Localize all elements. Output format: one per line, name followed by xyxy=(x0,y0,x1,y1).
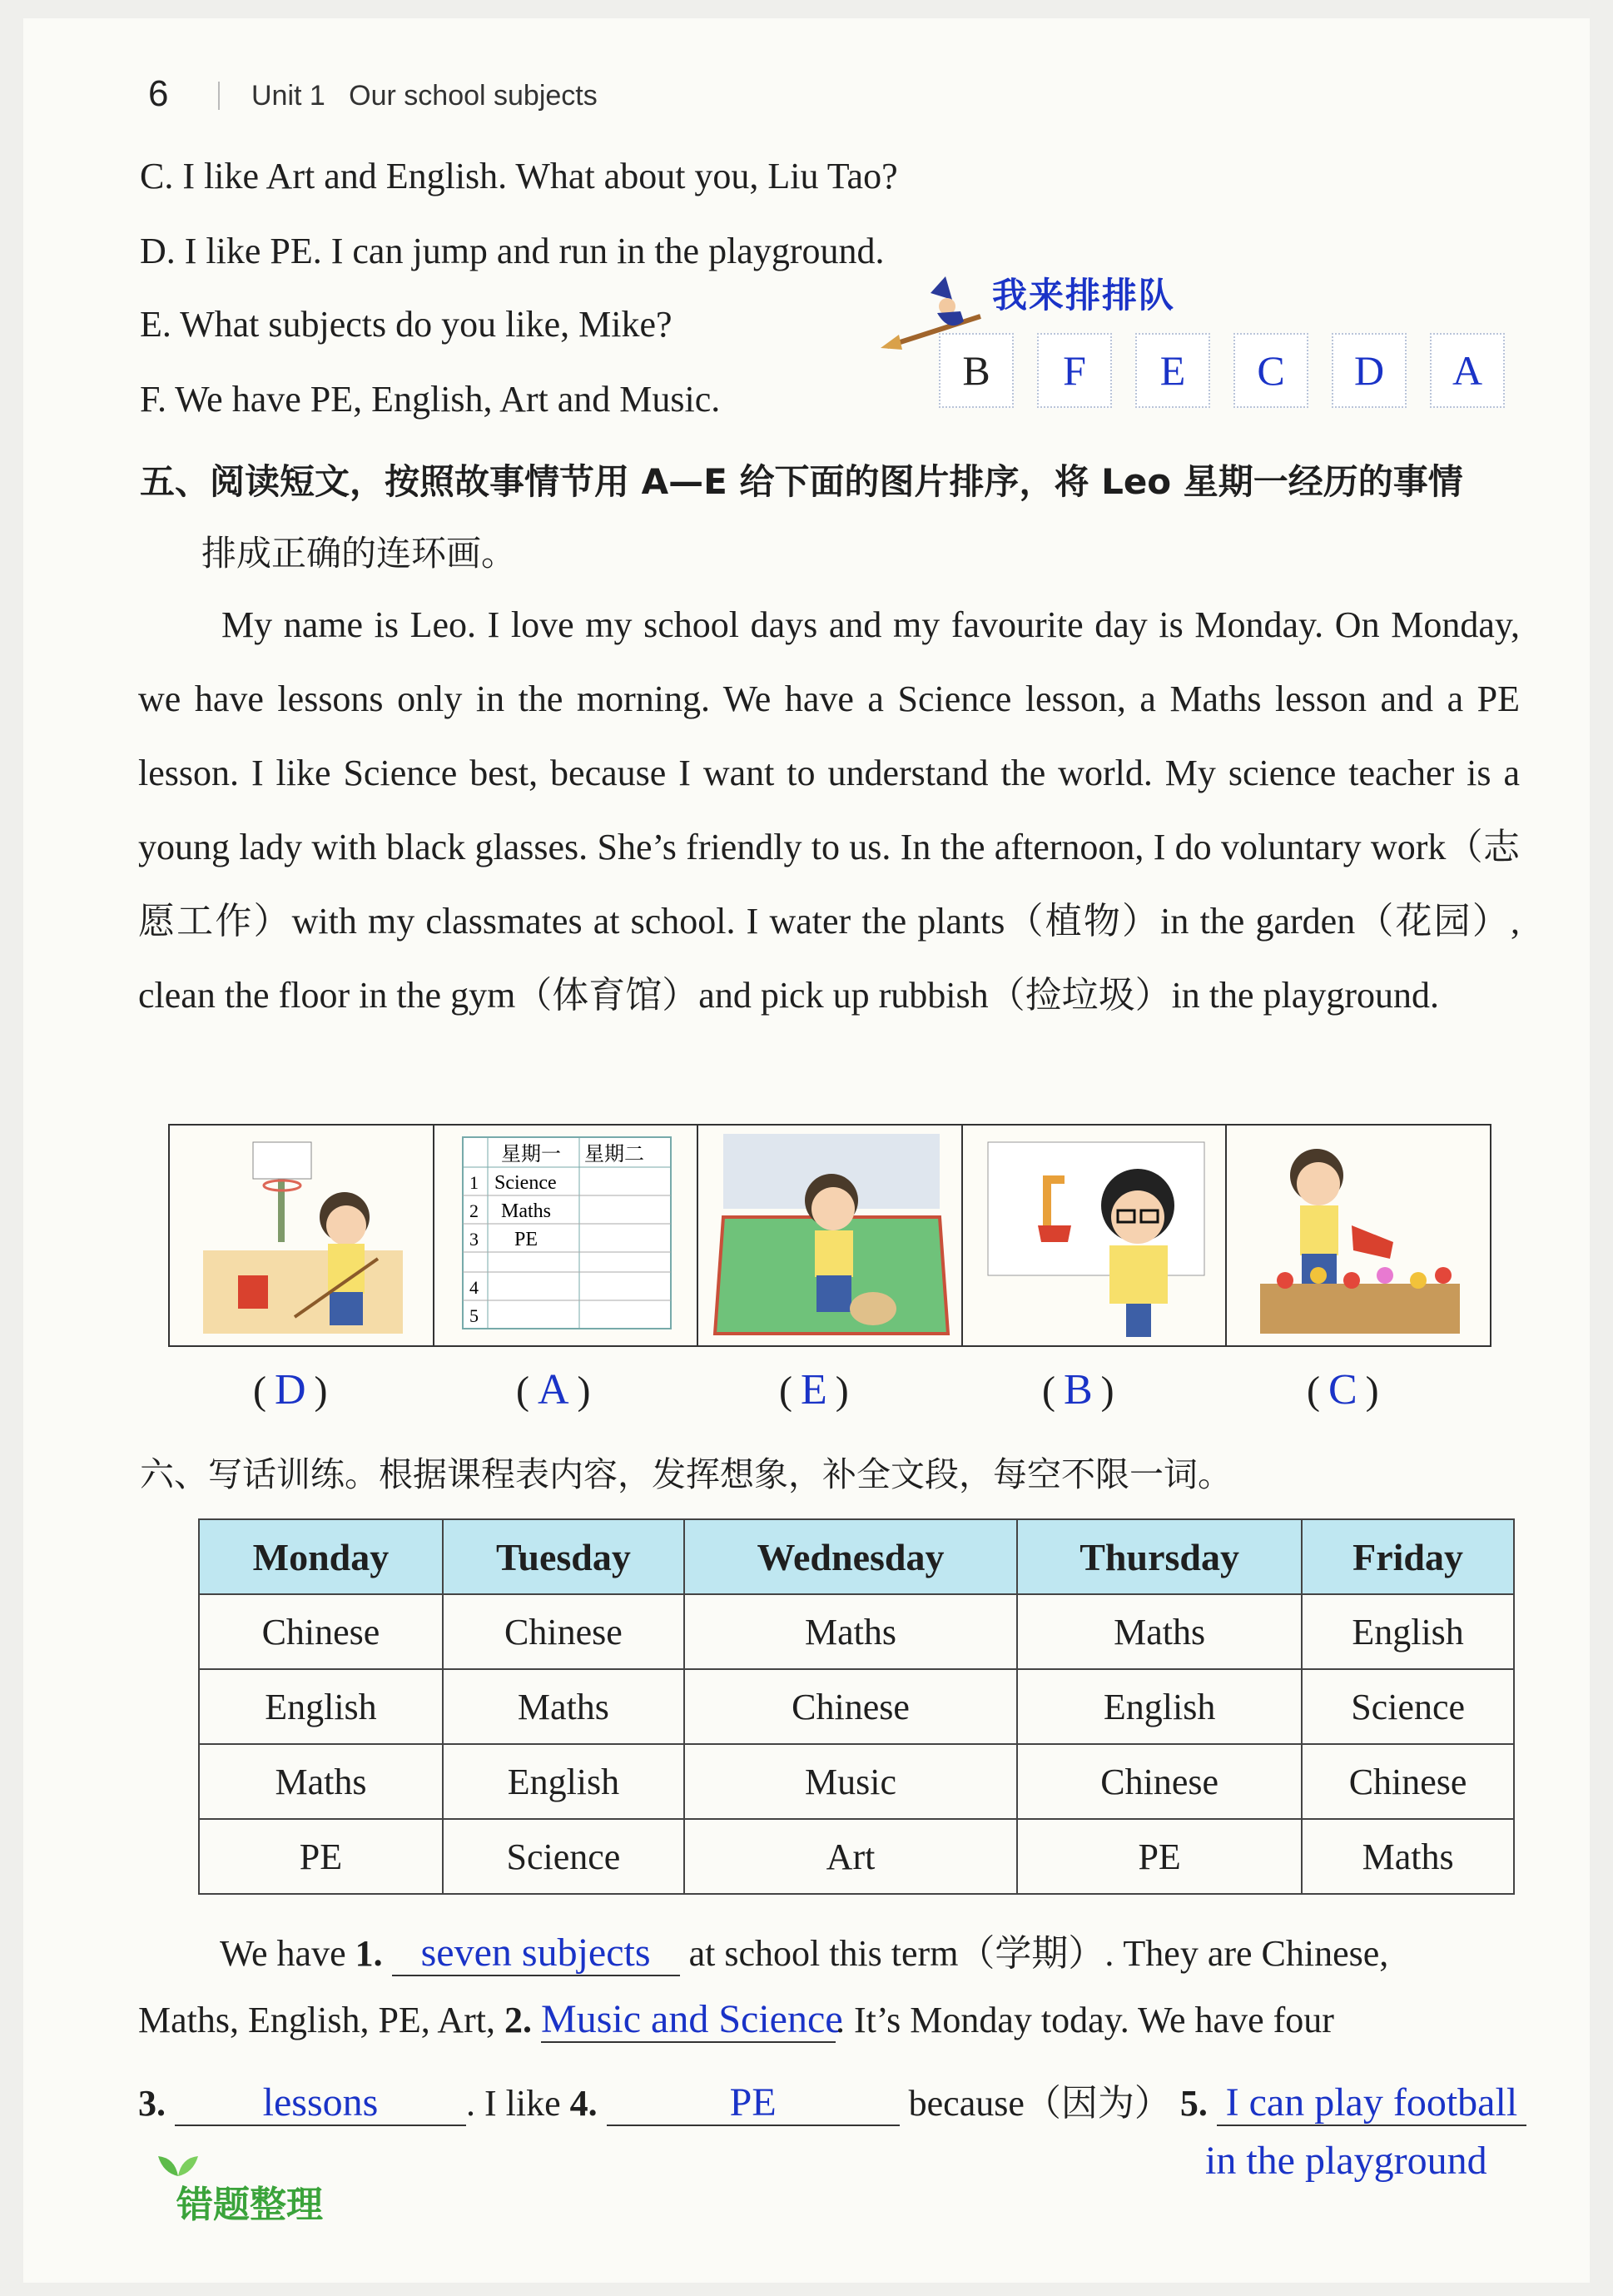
timetable-lesson-2: Maths xyxy=(500,1200,551,1222)
answer-1-value: D xyxy=(274,1366,306,1414)
header-divider xyxy=(218,82,220,110)
option-e: E. What subjects do you like, Mike? xyxy=(140,304,672,345)
timetable-head-1: 星期一 xyxy=(500,1142,561,1165)
table-cell: PE xyxy=(199,1819,443,1894)
table-cell: Maths xyxy=(199,1744,443,1819)
table-cell: Science xyxy=(443,1819,684,1894)
picture-cleaning-gym xyxy=(170,1126,434,1345)
blank-1[interactable]: seven subjects xyxy=(392,1931,680,1976)
table-row xyxy=(199,1819,1514,1894)
table-cell: Chinese xyxy=(443,1594,684,1669)
table-cell: Maths xyxy=(684,1594,1017,1669)
timetable-header-row xyxy=(199,1519,1514,1594)
table-cell: PE xyxy=(1017,1819,1302,1894)
picture-timetable xyxy=(434,1126,699,1345)
footer-label: 错题整理 xyxy=(176,2184,323,2226)
queue-box-4: C xyxy=(1233,333,1308,408)
text-segment: Maths, English, PE, Art, xyxy=(138,2000,496,2040)
teacher-icon xyxy=(963,1126,1224,1344)
timetable-period-5: 5 xyxy=(469,1305,479,1326)
option-c: C. I like Art and English. What about you, Liu Tao? xyxy=(140,156,898,196)
blank-4[interactable]: PE xyxy=(607,2081,900,2126)
answer-4: ( B ) xyxy=(1042,1366,1114,1414)
table-cell: Maths xyxy=(443,1669,684,1744)
table-cell: Chinese xyxy=(199,1594,443,1669)
blank-5[interactable]: I can play football xyxy=(1217,2081,1526,2126)
blank-number-5: 5. xyxy=(1179,2083,1208,2124)
queue-title: 我来排排队 xyxy=(992,275,1176,316)
unit-label: Unit 1 xyxy=(251,80,325,112)
mop-floor-icon xyxy=(170,1126,431,1344)
option-d: D. I like PE. I can jump and run in the playground. xyxy=(140,231,885,271)
timetable-lesson-3: PE xyxy=(514,1229,538,1250)
text-segment: . It’s Monday today. We have four xyxy=(836,2000,1334,2040)
table-cell: Maths xyxy=(1302,1819,1514,1894)
table-cell: Art xyxy=(684,1819,1017,1894)
answer-3-value: E xyxy=(800,1366,827,1414)
answer-3: ( E ) xyxy=(779,1366,849,1414)
header-unit xyxy=(251,80,598,112)
blank-3[interactable]: lessons xyxy=(175,2081,466,2126)
picture-science-teacher xyxy=(963,1126,1228,1345)
answer-5: ( C ) xyxy=(1307,1366,1379,1414)
text-segment: . I like xyxy=(466,2083,561,2124)
page-number: 6 xyxy=(148,73,169,114)
col-wednesday: Wednesday xyxy=(684,1519,1017,1594)
write-line-3 xyxy=(138,2073,1520,2126)
section6-title: 六、写话训练。根据课程表内容，发挥想象，补全文段，每空不限一词。 xyxy=(140,1454,1232,1494)
pick-rubbish-icon xyxy=(698,1126,960,1344)
col-friday: Friday xyxy=(1302,1519,1514,1594)
write-line-1 xyxy=(220,1923,1601,1976)
picture-watering-plants xyxy=(1227,1126,1490,1345)
answer-5-value: C xyxy=(1328,1366,1357,1414)
col-tuesday: Tuesday xyxy=(443,1519,684,1594)
table-cell: English xyxy=(199,1669,443,1744)
blank-number-4: 4. xyxy=(569,2083,598,2124)
blank-number-1: 1. xyxy=(355,1933,383,1974)
timetable-graphic xyxy=(434,1126,696,1344)
col-monday: Monday xyxy=(199,1519,443,1594)
timetable-period-2: 2 xyxy=(469,1200,479,1221)
table-row xyxy=(199,1744,1514,1819)
timetable xyxy=(198,1518,1515,1895)
table-cell: Chinese xyxy=(1017,1744,1302,1819)
queue-box-6: A xyxy=(1430,333,1505,408)
timetable-head-2: 星期二 xyxy=(583,1142,644,1165)
table-cell: Chinese xyxy=(684,1669,1017,1744)
table-cell: Music xyxy=(684,1744,1017,1819)
text-segment: because（因为） xyxy=(908,2083,1171,2124)
table-cell: English xyxy=(1017,1669,1302,1744)
timetable-lesson-1: Science xyxy=(494,1172,557,1194)
table-row xyxy=(199,1669,1514,1744)
table-cell: English xyxy=(443,1744,684,1819)
queue-box-3: E xyxy=(1135,333,1210,408)
write-line-2 xyxy=(138,1998,1520,2043)
text-segment: We have xyxy=(220,1933,346,1974)
section5-title-line2: 排成正确的连环画。 xyxy=(201,533,517,574)
table-row xyxy=(199,1594,1514,1669)
watering-can-icon xyxy=(1227,1126,1488,1344)
queue-box-5: D xyxy=(1332,333,1407,408)
section5-title-line1: 五、阅读短文，按照故事情节用 A—E 给下面的图片排序，将 Leo 星期一经历的事情 xyxy=(140,461,1463,502)
blank-2[interactable]: Music and Science xyxy=(541,1997,843,2041)
timetable-period-4: 4 xyxy=(469,1277,479,1298)
blank-number-2: 2. xyxy=(504,2000,533,2040)
blank-5-continued: in the playground xyxy=(1205,2139,1487,2183)
picture-strip xyxy=(168,1124,1491,1347)
queue-box-2: F xyxy=(1037,333,1112,408)
table-cell: Maths xyxy=(1017,1594,1302,1669)
col-thursday: Thursday xyxy=(1017,1519,1302,1594)
section5-passage xyxy=(138,588,1520,1032)
timetable-period-3: 3 xyxy=(469,1229,479,1250)
table-cell: English xyxy=(1302,1594,1514,1669)
table-cell: Chinese xyxy=(1302,1744,1514,1819)
unit-title: Our school subjects xyxy=(349,80,598,112)
answer-2: ( A ) xyxy=(516,1366,591,1414)
blank-number-3: 3. xyxy=(138,2083,166,2124)
option-f: F. We have PE, English, Art and Music. xyxy=(140,379,721,420)
answer-1: ( D ) xyxy=(253,1366,328,1414)
timetable-period-1: 1 xyxy=(469,1172,479,1193)
queue-box-1: B xyxy=(939,333,1014,408)
answer-4-value: B xyxy=(1063,1366,1093,1414)
answer-2-value: A xyxy=(537,1366,569,1414)
passage-text: My name is Leo. I love my school days and my favourite day is Monday. On Monday, we have lessons only in the morning. We have a Science lesson, a Maths lesson and a PE lesson. I like Science best, because I want to understand the world. My science teacher is a young lady with black glasses. She’s friendly to us. In the afternoon, I do voluntary work（志愿工作）with my classmates at school. I water the plants（植物）in the garden（花园）, clean the floor in the gym（体育馆）and pick up rubbish（捡垃圾）in the playground. xyxy=(138,604,1520,1016)
table-cell: Science xyxy=(1302,1669,1514,1744)
picture-picking-rubbish xyxy=(698,1126,963,1345)
text-segment: at school this term（学期）. They are Chinese, xyxy=(688,1933,1389,1974)
